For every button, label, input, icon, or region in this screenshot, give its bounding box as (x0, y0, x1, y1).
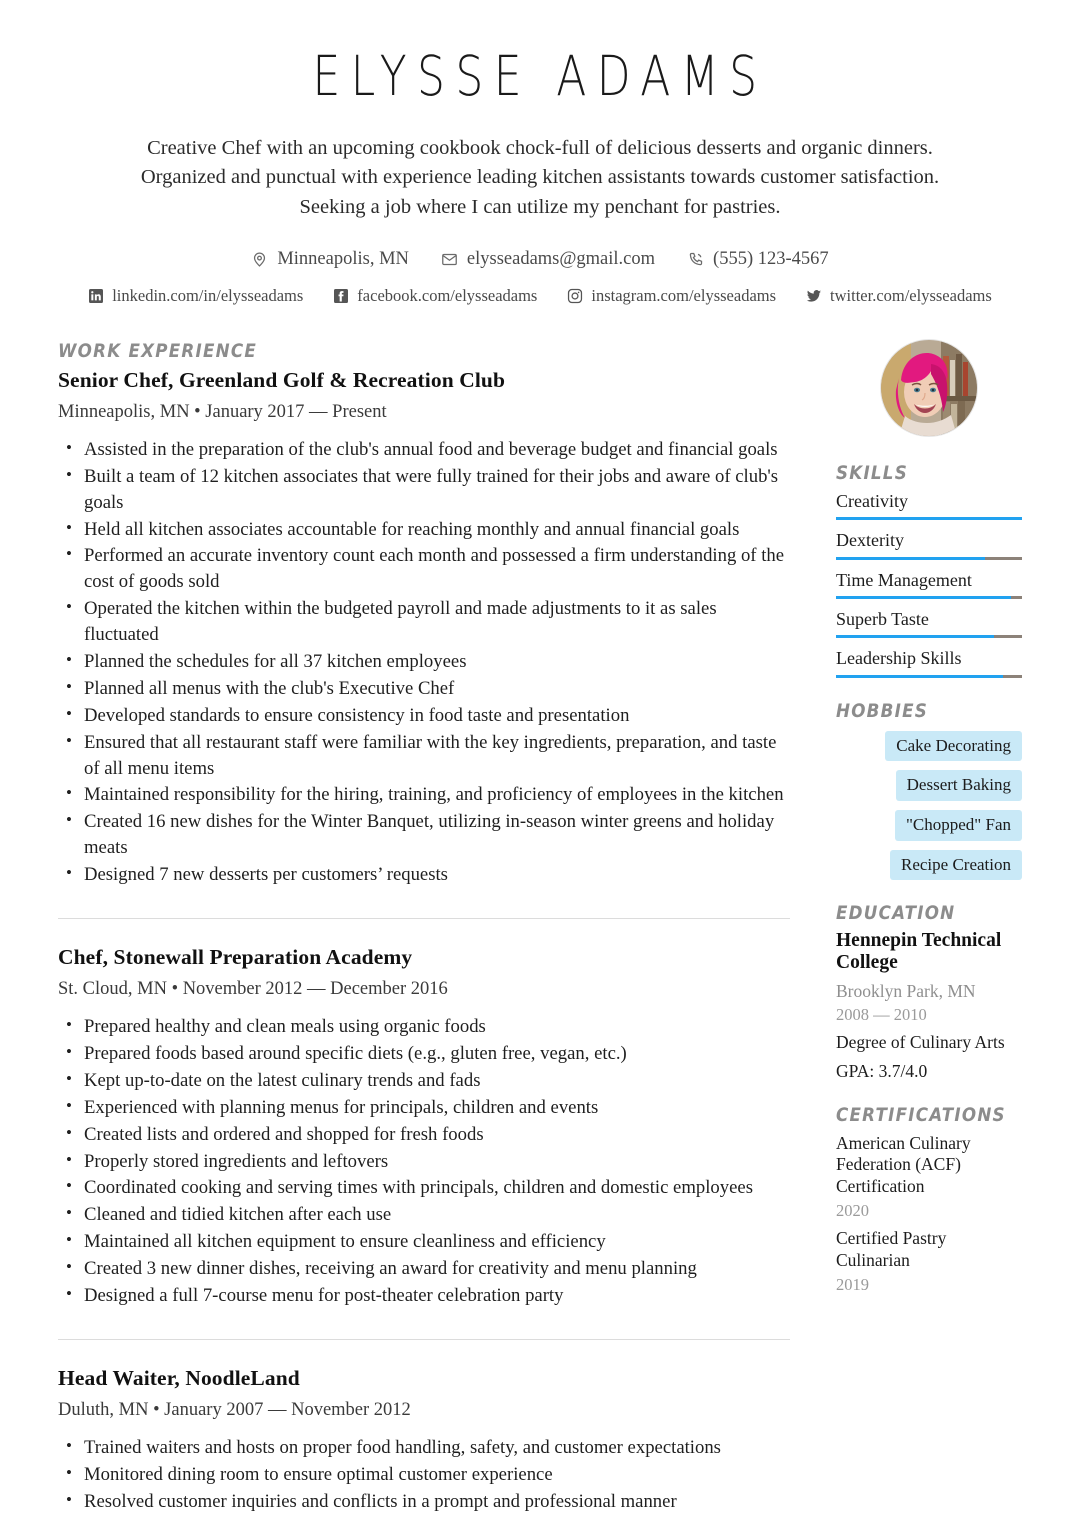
job-entry (58, 945, 790, 1309)
bullet-item: • Prepared foods based around specific diets (e.g., gluten free, vegan, etc.) (58, 1041, 790, 1067)
professional-summary: Creative Chef with an upcoming cookbook chock-full of delicious desserts and organic dinners. Organized and punctual with experience leading kitchen assistants towards customer satisfaction. Seeking a job where I can utilize my penchant for pastries. (140, 136, 940, 219)
contact-email[interactable] (441, 249, 655, 270)
bullet-item: • Maintained responsibility for the hiring, training, and proficiency of employees in the kitchen (58, 782, 790, 808)
contact-phone-text: (555) 123-4567 (713, 248, 829, 269)
bullet-item: • Monitored dining room to ensure optimal customer experience (58, 1462, 790, 1488)
profile-photo-illustration (881, 340, 977, 436)
bullet-item: • Performed an accurate inventory count each month and possessed a firm understanding of the cost of goods sold (58, 543, 790, 595)
avatar (881, 340, 977, 436)
skill-item (836, 529, 1022, 559)
main-column (58, 340, 820, 1516)
facebook-icon (333, 288, 349, 304)
certification-year: 2019 (836, 1274, 869, 1294)
contact-location-text: Minneapolis, MN (277, 248, 409, 269)
bullet-item: • Experienced with planning menus for principals, children and events (58, 1095, 790, 1121)
section-title-skills: SKILLS (836, 461, 908, 484)
hobby-tag: Recipe Creation (890, 850, 1022, 881)
hobby-tag: "Chopped" Fan (895, 810, 1022, 841)
job-bullets (58, 1014, 790, 1309)
bullet-item: • Properly stored ingredients and leftovers (58, 1149, 790, 1175)
social-facebook[interactable] (333, 286, 537, 306)
skills-block (836, 462, 1022, 678)
section-title-work-experience: WORK EXPERIENCE (58, 339, 257, 362)
bullet-item: • Trained waiters and hosts on proper food handling, safety, and customer expectations (58, 1435, 790, 1461)
hobby-tag: Dessert Baking (896, 770, 1022, 801)
bullet-item: • Resolved customer inquiries and conflicts in a prompt and professional manner (58, 1489, 790, 1515)
bullet-item: • Created 3 new dinner dishes, receiving an award for creativity and menu planning (58, 1256, 790, 1282)
contact-location[interactable] (251, 249, 409, 270)
education-gpa: GPA: 3.7/4.0 (836, 1060, 928, 1081)
sidebar-column (820, 340, 1022, 1317)
job-meta: St. Cloud, MN • November 2012 — December 2016 (58, 979, 448, 1000)
education-school: Hennepin Technical College (836, 930, 1002, 974)
social-row (60, 286, 1020, 306)
resume-body (0, 306, 1080, 1516)
certification-item (836, 1228, 1022, 1295)
hobbies-block (836, 700, 1022, 880)
job-title: Head Waiter, NoodleLand (58, 1365, 300, 1390)
phone-icon (687, 251, 704, 268)
skill-label: Superb Taste (836, 609, 929, 630)
section-title-certifications: CERTIFICATIONS (836, 1104, 1006, 1127)
social-facebook-text: facebook.com/elysseadams (357, 285, 538, 305)
bullet-item: • Assisted in the preparation of the club's annual food and beverage budget and financial goals (58, 437, 790, 463)
bullet-item: • Cleaned and tidied kitchen after each use (58, 1202, 790, 1228)
section-divider (58, 1339, 790, 1340)
contact-email-text: elysseadams@gmail.com (466, 248, 656, 269)
bullet-item: • Maintained all kitchen equipment to ensure cleanliness and efficiency (58, 1229, 790, 1255)
profile-photo-wrap (836, 340, 1022, 436)
bullet-item: • Designed 7 new desserts per customers’ requests (58, 862, 790, 888)
education-location: Brooklyn Park, MN (836, 980, 976, 1001)
bullet-item: • Created 16 new dishes for the Winter Banquet, utilizing in-season winter greens and holiday meats (58, 809, 790, 861)
job-meta: Duluth, MN • January 2007 — November 2012 (58, 1399, 411, 1420)
education-years: 2008 — 2010 (836, 1004, 927, 1024)
skill-label: Time Management (836, 569, 972, 590)
job-bullets (58, 1435, 790, 1515)
job-entry (58, 1366, 790, 1515)
social-instagram-text: instagram.com/elysseadams (591, 285, 777, 305)
bullet-item: • Planned all menus with the club's Executive Chef (58, 676, 790, 702)
bullet-item: • Kept up-to-date on the latest culinary trends and fads (58, 1068, 790, 1094)
social-instagram[interactable] (567, 286, 776, 306)
twitter-icon (806, 288, 822, 304)
certifications-block (836, 1104, 1022, 1295)
social-linkedin-text: linkedin.com/in/elysseadams (112, 285, 304, 305)
section-title-education: EDUCATION (836, 902, 956, 925)
envelope-icon (441, 251, 458, 268)
job-meta: Minneapolis, MN • January 2017 — Present (58, 401, 387, 422)
resume-header (0, 0, 1080, 306)
job-title: Senior Chef, Greenland Golf & Recreation Club (58, 367, 506, 392)
skill-progress-fill (836, 517, 1022, 520)
certification-item (836, 1133, 1022, 1221)
bullet-item: • Created lists and ordered and shopped for fresh foods (58, 1122, 790, 1148)
bullet-item: • Operated the kitchen within the budgeted payroll and made adjustments to it as sales fluctuated (58, 596, 790, 648)
certification-name: American Culinary Federation (ACF) Certification (836, 1133, 971, 1196)
skill-progress-track (836, 635, 1022, 638)
bullet-item: • Held all kitchen associates accountable for reaching monthly and annual financial goals (58, 517, 790, 543)
skill-item (836, 608, 1022, 638)
bullet-item: • Developed standards to ensure consistency in food taste and presentation (58, 703, 790, 729)
linkedin-icon (88, 288, 104, 304)
skill-label: Leadership Skills (836, 648, 962, 669)
job-entry (58, 368, 790, 888)
skill-item (836, 647, 1022, 677)
candidate-name: ELYSSE ADAMS (312, 44, 768, 108)
skill-progress-fill (836, 596, 1011, 599)
contact-phone[interactable] (687, 249, 829, 270)
contact-row (60, 249, 1020, 270)
social-twitter[interactable] (806, 286, 992, 306)
instagram-icon (567, 288, 583, 304)
certification-name: Certified Pastry Culinarian (836, 1228, 947, 1270)
social-twitter-text: twitter.com/elysseadams (830, 285, 992, 305)
skill-progress-fill (836, 557, 985, 560)
social-linkedin[interactable] (88, 286, 303, 306)
skill-label: Creativity (836, 490, 908, 511)
bullet-item: • Built a team of 12 kitchen associates that were fully trained for their jobs and aware of club's goals (58, 464, 790, 516)
skill-progress-fill (836, 635, 994, 638)
bullet-item: • Planned the schedules for all 37 kitchen employees (58, 649, 790, 675)
skill-progress-track (836, 596, 1022, 599)
education-degree: Degree of Culinary Arts (836, 1032, 1005, 1053)
certification-year: 2020 (836, 1201, 869, 1221)
bullet-item: • Ensured that all restaurant staff were familiar with the key ingredients, preparation, and taste of all menu items (58, 730, 790, 782)
location-pin-icon (251, 251, 268, 268)
skill-item (836, 490, 1022, 520)
skill-progress-track (836, 557, 1022, 560)
section-title-hobbies: HOBBIES (836, 699, 929, 722)
hobby-tag: Cake Decorating (885, 731, 1022, 762)
skill-item (836, 569, 1022, 599)
skill-progress-fill (836, 675, 1003, 678)
skill-progress-track (836, 675, 1022, 678)
bullet-item: • Coordinated cooking and serving times with principals, children and domestic employees (58, 1175, 790, 1201)
bullet-item: • Prepared healthy and clean meals using organic foods (58, 1014, 790, 1040)
skill-label: Dexterity (836, 530, 904, 551)
hobby-tag-list (836, 731, 1022, 880)
bullet-item: • Designed a full 7-course menu for post-theater celebration party (58, 1283, 790, 1309)
skill-progress-track (836, 517, 1022, 520)
education-block (836, 902, 1022, 1082)
section-divider (58, 918, 790, 919)
job-title: Chef, Stonewall Preparation Academy (58, 945, 413, 970)
job-bullets (58, 437, 790, 888)
